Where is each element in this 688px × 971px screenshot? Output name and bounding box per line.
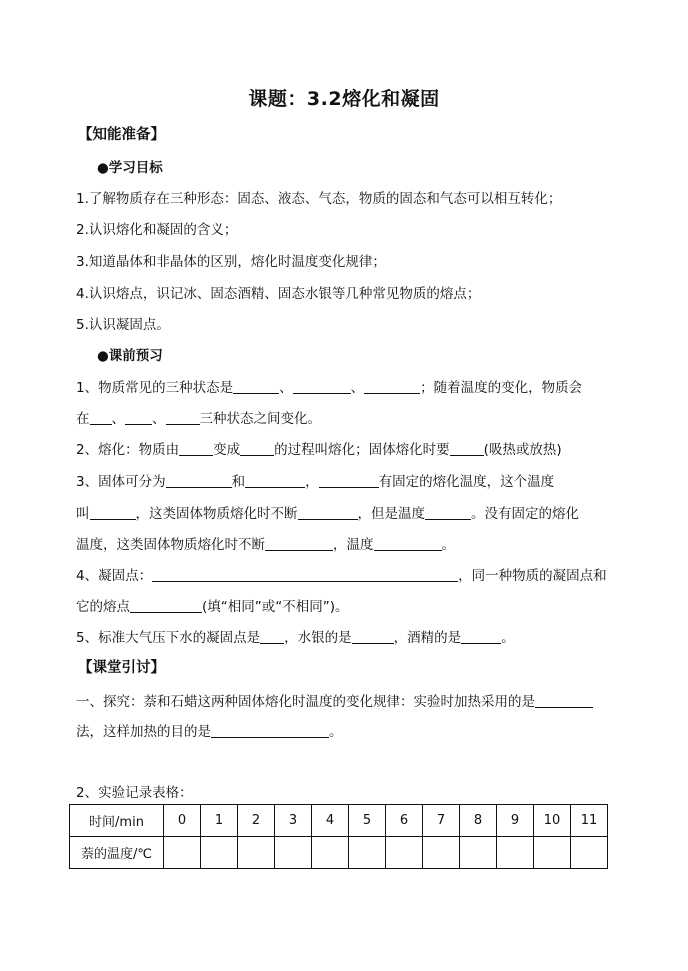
answer-blank[interactable] xyxy=(90,506,136,520)
section-heading-classroom: 【课堂引讨】 xyxy=(78,660,165,676)
temperature-cell[interactable] xyxy=(534,837,571,869)
answer-blank[interactable] xyxy=(152,568,458,582)
answer-blank[interactable] xyxy=(298,506,358,520)
question-text: ，酒精的是 xyxy=(393,630,462,646)
separator: 、 xyxy=(279,380,293,396)
temperature-cell[interactable] xyxy=(460,837,497,869)
answer-blank[interactable] xyxy=(374,537,442,551)
question-text: 1、物质常见的三种状态是 xyxy=(76,380,234,396)
goals-heading: ●学习目标 xyxy=(97,160,163,176)
answer-blank[interactable] xyxy=(90,411,112,425)
question-3-line-3 xyxy=(76,533,455,553)
question-text: 和 xyxy=(231,474,246,490)
temperature-cell[interactable] xyxy=(423,837,460,869)
time-cell: 4 xyxy=(312,805,349,837)
question-text: (吸热或放热) xyxy=(483,442,562,458)
question-text: 一、探究：萘和石蜡这两种固体熔化时温度的变化规律：实验时加热采用的是 xyxy=(76,694,535,710)
question-text: 。 xyxy=(329,724,343,740)
temperature-cell[interactable] xyxy=(201,837,238,869)
answer-blank[interactable] xyxy=(125,411,152,425)
separator: 、 xyxy=(111,411,125,427)
answer-blank[interactable] xyxy=(293,380,351,394)
time-cell: 10 xyxy=(534,805,571,837)
question-text: 它的熔点 xyxy=(76,599,130,615)
question-4-line-2 xyxy=(76,595,349,615)
answer-blank[interactable] xyxy=(319,474,379,488)
time-cell: 8 xyxy=(460,805,497,837)
preview-heading: ●课前预习 xyxy=(97,348,163,364)
answer-blank[interactable] xyxy=(425,506,471,520)
question-text: (填“相同”或“不相同”)。 xyxy=(202,599,349,615)
question-text: 3、固体可分为 xyxy=(76,474,166,490)
temperature-cell[interactable] xyxy=(238,837,275,869)
time-cell: 6 xyxy=(386,805,423,837)
time-cell: 3 xyxy=(275,805,312,837)
temperature-cell[interactable] xyxy=(386,837,423,869)
question-5 xyxy=(76,626,515,646)
answer-blank[interactable] xyxy=(233,380,279,394)
question-text: ，这类固体物质熔化时不断 xyxy=(135,506,298,522)
goal-item: 3.知道晶体和非晶体的区别，熔化时温度变化规律； xyxy=(76,254,386,270)
time-cell: 5 xyxy=(349,805,386,837)
question-text: 。没有固定的熔化 xyxy=(471,506,579,522)
temperature-cell[interactable] xyxy=(275,837,312,869)
question-text: 变成 xyxy=(213,442,241,458)
question-1-line-1 xyxy=(76,376,582,396)
question-text: ，但是温度 xyxy=(357,506,425,522)
question-text: 2、熔化：物质由 xyxy=(76,442,180,458)
question-3-line-2 xyxy=(76,502,579,522)
goal-item: 4.认识熔点，识记冰、固态酒精、固态水银等几种常见物质的熔点； xyxy=(76,286,481,302)
temperature-cell[interactable] xyxy=(312,837,349,869)
question-text: 温度，这类固体物质熔化时不断 xyxy=(76,537,265,553)
question-text: 4、凝固点： xyxy=(76,568,153,584)
goal-item: 2.认识熔化和凝固的含义； xyxy=(76,222,238,238)
temperature-cell[interactable] xyxy=(164,837,201,869)
table-row xyxy=(70,805,608,837)
question-text: 法，这样加热的目的是 xyxy=(76,724,211,740)
table-row xyxy=(70,837,608,869)
question-text: ，水银的是 xyxy=(284,630,352,646)
question-3-line-1 xyxy=(76,470,554,490)
question-text: ；随着温度的变化，物质会 xyxy=(420,380,583,396)
temperature-cell[interactable] xyxy=(497,837,534,869)
question-text: ， xyxy=(305,474,319,490)
answer-blank[interactable] xyxy=(352,630,394,644)
question-text: 的过程叫熔化；固体熔化时要 xyxy=(274,442,450,458)
answer-blank[interactable] xyxy=(535,694,593,708)
question-text: ，温度 xyxy=(333,537,374,553)
temperature-cell[interactable] xyxy=(571,837,608,869)
answer-blank[interactable] xyxy=(245,474,305,488)
question-text: 。 xyxy=(441,537,455,553)
temperature-cell[interactable] xyxy=(349,837,386,869)
question-text: 在 xyxy=(76,411,90,427)
answer-blank[interactable] xyxy=(166,474,232,488)
answer-blank[interactable] xyxy=(265,537,333,551)
time-cell: 7 xyxy=(423,805,460,837)
experiment-record-table xyxy=(69,804,608,869)
answer-blank[interactable] xyxy=(166,411,200,425)
goal-item: 1.了解物质存在三种形态：固态、液态、气态，物质的固态和气态可以相互转化； xyxy=(76,191,562,207)
separator: 、 xyxy=(152,411,166,427)
explore-line-1 xyxy=(76,690,593,710)
question-text: ，同一种物质的凝固点和 xyxy=(458,568,607,584)
question-text: 。 xyxy=(501,630,515,646)
question-text: 5、标准大气压下水的凝固点是 xyxy=(76,630,261,646)
question-text: 三种状态之间变化。 xyxy=(199,411,321,427)
separator: 、 xyxy=(350,380,365,396)
time-cell: 11 xyxy=(571,805,608,837)
explore-line-2 xyxy=(76,720,343,740)
answer-blank[interactable] xyxy=(130,599,202,613)
answer-blank[interactable] xyxy=(450,442,484,456)
time-cell: 1 xyxy=(201,805,238,837)
question-text: 有固定的熔化温度，这个温度 xyxy=(378,474,555,490)
question-4-line-1 xyxy=(76,564,607,584)
time-cell: 0 xyxy=(164,805,201,837)
row-header-temperature: 萘的温度/℃ xyxy=(70,837,164,869)
section-heading-preparation: 【知能准备】 xyxy=(78,127,165,143)
time-cell: 9 xyxy=(497,805,534,837)
question-1-line-2 xyxy=(76,407,321,427)
page-title: 课题：3.2熔化和凝固 xyxy=(248,88,440,110)
question-2 xyxy=(76,438,562,458)
answer-blank[interactable] xyxy=(364,380,420,394)
time-cell: 2 xyxy=(238,805,275,837)
answer-blank[interactable] xyxy=(461,630,501,644)
answer-blank[interactable] xyxy=(240,442,274,456)
row-header-time: 时间/min xyxy=(70,805,164,837)
goal-item: 5.认识凝固点。 xyxy=(76,317,170,333)
answer-blank[interactable] xyxy=(179,442,213,456)
answer-blank[interactable] xyxy=(211,724,329,738)
table-caption: 2、实验记录表格： xyxy=(76,785,193,801)
answer-blank[interactable] xyxy=(260,630,284,644)
question-text: 叫 xyxy=(76,506,90,522)
